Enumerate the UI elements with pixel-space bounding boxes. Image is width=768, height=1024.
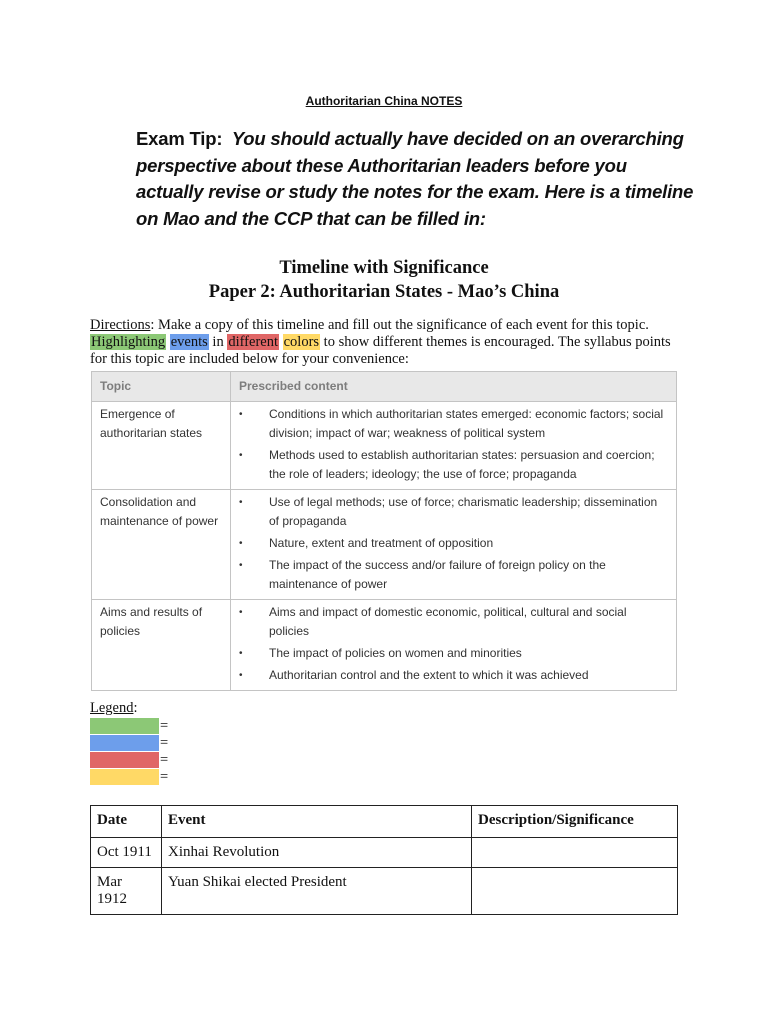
timeline-row bbox=[91, 868, 678, 915]
highlight-blue-word: events bbox=[170, 334, 208, 350]
legend bbox=[90, 700, 168, 785]
timeline-title-block bbox=[0, 256, 768, 304]
syllabus-row bbox=[92, 600, 677, 691]
syllabus-bullet: • Use of legal methods; use of force; charismatic leadership; dissemination of propaganda bbox=[239, 493, 668, 531]
timeline-date-cell: Mar 1912 bbox=[91, 868, 162, 915]
legend-swatch-yellow bbox=[90, 769, 159, 785]
timeline-header-row bbox=[91, 806, 678, 838]
highlight-green-word: Highlighting bbox=[91, 334, 166, 350]
syllabus-bullet: • The impact of policies on women and minorities bbox=[239, 644, 668, 663]
timeline-header-significance: Description/Significance bbox=[472, 806, 678, 838]
syllabus-content bbox=[231, 600, 677, 691]
legend-label: Legend bbox=[90, 700, 134, 716]
timeline-event-cell: Yuan Shikai elected President bbox=[162, 868, 472, 915]
highlight-red-word: different bbox=[228, 334, 278, 350]
directions-label: Directions bbox=[90, 317, 151, 333]
legend-row bbox=[90, 768, 168, 785]
timeline-significance-cell[interactable] bbox=[472, 868, 678, 915]
legend-equals: = bbox=[160, 734, 169, 751]
syllabus-header-row bbox=[92, 372, 677, 402]
timeline-row bbox=[91, 838, 678, 868]
syllabus-row bbox=[92, 490, 677, 600]
syllabus-bullet: • Authoritarian control and the extent to which it was achieved bbox=[239, 666, 668, 685]
directions-paragraph bbox=[90, 317, 680, 368]
legend-row bbox=[90, 751, 168, 768]
syllabus-bullet: • Aims and impact of domestic economic, political, cultural and social policies bbox=[239, 603, 668, 641]
legend-swatch-blue bbox=[90, 735, 159, 751]
timeline-date-cell: Oct 1911 bbox=[91, 838, 162, 868]
syllabus-content bbox=[231, 402, 677, 490]
exam-tip-body: You should actually have decided on an overarching perspective about these Authoritarian leaders before you actually revise or study the notes for the exam. Here is a timeline on Mao and the CCP that can be filled in: bbox=[136, 128, 694, 229]
timeline-significance-cell[interactable] bbox=[472, 838, 678, 868]
directions-text-1: : Make a copy of this timeline and fill out the significance of each event for this topic. bbox=[150, 317, 649, 333]
syllabus-header-topic: Topic bbox=[92, 372, 231, 402]
syllabus-header-content: Prescribed content bbox=[231, 372, 677, 402]
directions-in-word: in bbox=[208, 334, 228, 350]
legend-colon: : bbox=[133, 700, 138, 716]
legend-swatch-green bbox=[90, 718, 159, 734]
syllabus-bullet: • Methods used to establish authoritarian states: persuasion and coercion; the role of leaders; ideology; the use of force; propaganda bbox=[239, 446, 668, 484]
timeline-table bbox=[90, 805, 678, 915]
syllabus-bullet: • Conditions in which authoritarian states emerged: economic factors; social division; impact of war; weakness of political system bbox=[239, 405, 668, 443]
legend-label-row bbox=[90, 700, 168, 717]
legend-equals: = bbox=[160, 751, 169, 768]
legend-row bbox=[90, 734, 168, 751]
highlight-yellow-word: colors bbox=[283, 334, 320, 350]
legend-swatch-red bbox=[90, 752, 159, 768]
syllabus-bullet: • Nature, extent and treatment of opposition bbox=[239, 534, 668, 553]
timeline-header-event: Event bbox=[162, 806, 472, 838]
syllabus-content bbox=[231, 490, 677, 600]
exam-tip-lead: Exam Tip: bbox=[136, 128, 223, 149]
timeline-event-cell: Xinhai Revolution bbox=[162, 838, 472, 868]
exam-tip bbox=[136, 126, 696, 232]
timeline-header-date: Date bbox=[91, 806, 162, 838]
paper-subtitle: Paper 2: Authoritarian States - Mao’s China bbox=[208, 282, 560, 302]
syllabus-topic: Aims and results of policies bbox=[92, 600, 231, 691]
legend-row bbox=[90, 717, 168, 734]
legend-equals: = bbox=[160, 717, 169, 734]
timeline-title: Timeline with Significance bbox=[279, 258, 489, 278]
syllabus-topic: Emergence of authoritarian states bbox=[92, 402, 231, 490]
directions-text-2: to show different themes is encouraged. The syllabus points for this topic are included below for your convenience: bbox=[90, 334, 671, 367]
syllabus-table bbox=[91, 371, 677, 691]
syllabus-row bbox=[92, 402, 677, 490]
syllabus-bullet: • The impact of the success and/or failure of foreign policy on the maintenance of power bbox=[239, 556, 668, 594]
document-header-title: Authoritarian China NOTES bbox=[305, 94, 463, 108]
legend-equals: = bbox=[160, 768, 169, 785]
syllabus-topic: Consolidation and maintenance of power bbox=[92, 490, 231, 600]
